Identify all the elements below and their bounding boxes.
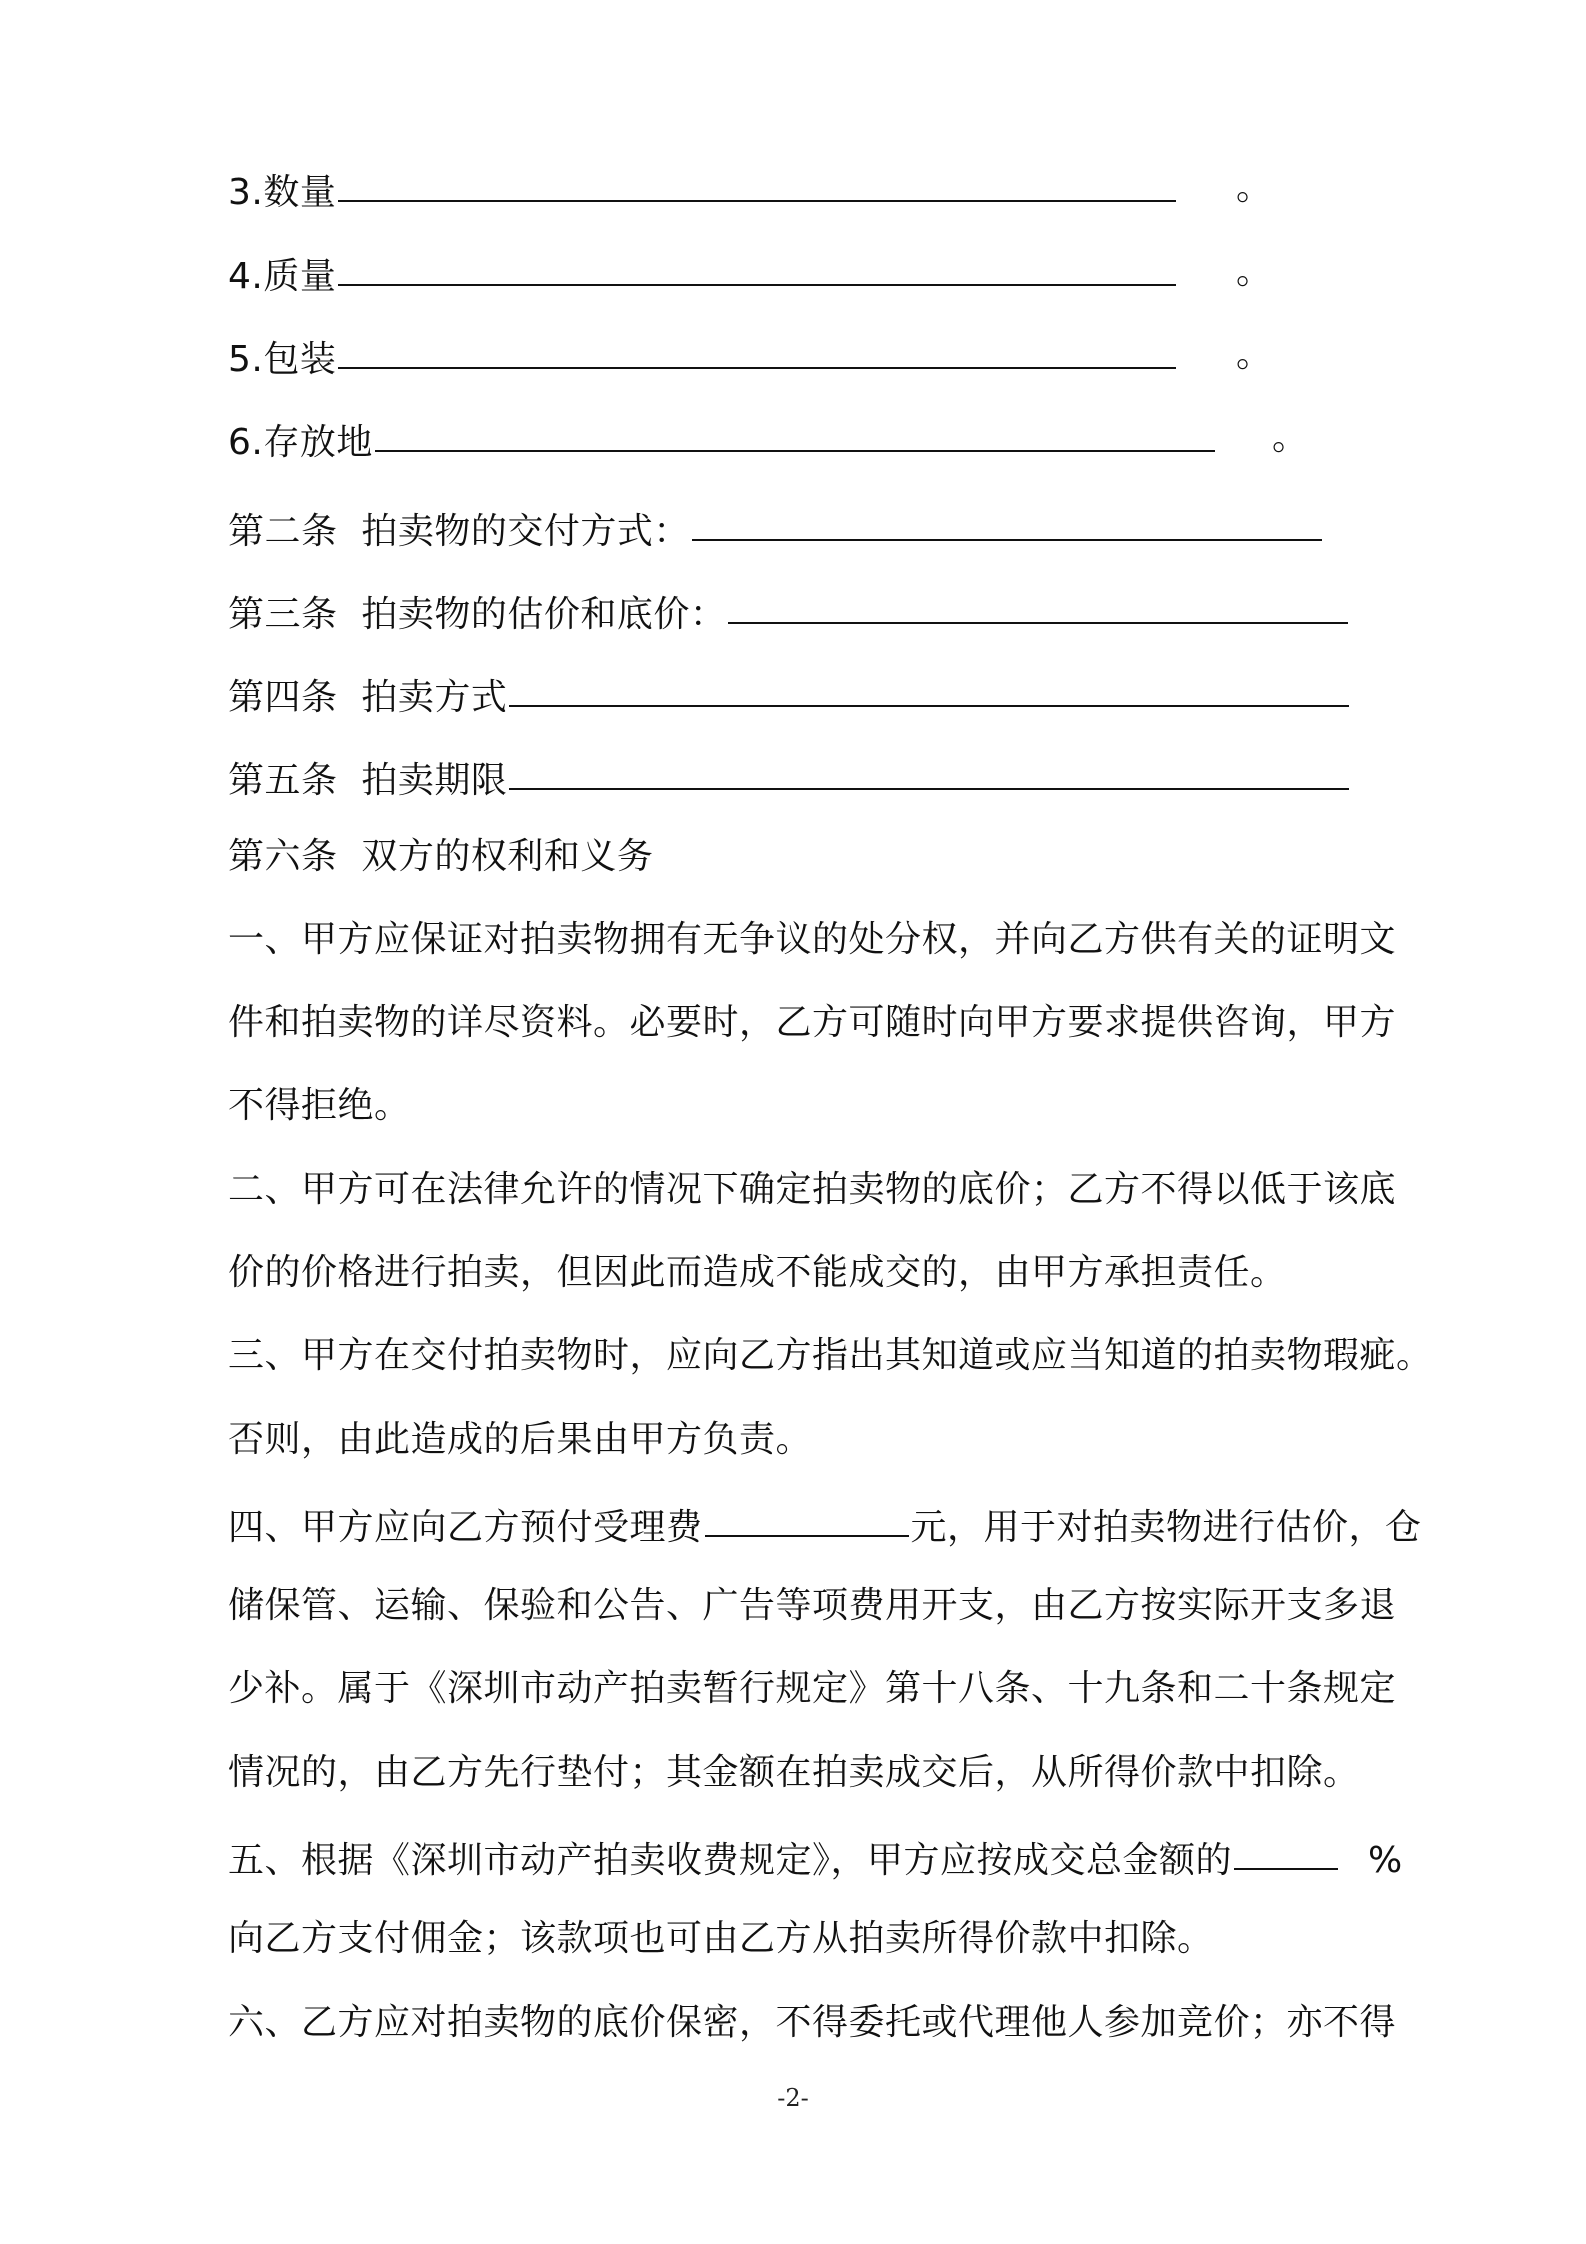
item-quantity [228,166,1178,215]
item-end: 。 [1236,251,1273,292]
blank-line[interactable] [692,503,1322,541]
article-4 [228,671,1351,720]
para5-pre: 五、根据《深圳市动产拍卖收费规定》，甲方应按成交总金额的 [228,1840,1233,1881]
text-line: 少补。属于《深圳市动产拍卖暂行规定》第十八条、十九条和二十条规定 [228,1668,1397,1709]
article-num: 第四条 [228,677,338,718]
text-line: 三、甲方在交付拍卖物时，应向乙方指出其知道或应当知道的拍卖物瑕疵。 [228,1335,1433,1376]
text-line: 情况的，由乙方先行垫付；其金额在拍卖成交后，从所得价款中扣除。 [228,1752,1360,1793]
item-quality [228,250,1178,299]
text-line: 否则，由此造成的后果由甲方负责。 [228,1419,813,1460]
item-packaging [228,333,1178,382]
article-5 [228,754,1351,803]
article-2 [228,505,1324,554]
item-storage [228,416,1217,465]
para4-first-line [228,1501,1422,1550]
article-title: 拍卖期限 [361,760,508,801]
text-line: 件和拍卖物的详尽资料。必要时，乙方可随时向甲方要求提供咨询，甲方 [228,1002,1397,1043]
fee-blank[interactable] [705,1499,909,1537]
page-number: -2- [777,2084,809,2112]
text-line: 储保管、运输、保验和公告、广告等项费用开支，由乙方按实际开支多退 [228,1585,1397,1626]
para5-first-line [228,1834,1403,1883]
para4-post: 元，用于对拍卖物进行估价，仓 [910,1507,1422,1548]
item-label: 6.存放地 [228,422,373,463]
item-label: 4.质量 [228,256,337,297]
article-num: 第三条 [228,594,338,635]
blank-line[interactable] [338,164,1176,202]
text-line: 向乙方支付佣金；该款项也可由乙方从拍卖所得价款中扣除。 [228,1918,1214,1959]
item-end: 。 [1272,417,1309,458]
article-title: 拍卖物的交付方式： [361,511,690,552]
item-end: 。 [1236,167,1273,208]
text-line: 六、乙方应对拍卖物的底价保密，不得委托或代理他人参加竞价；亦不得 [228,2002,1397,2043]
article-3 [228,588,1350,637]
para4-pre: 四、甲方应向乙方预付受理费 [228,1507,703,1548]
item-end: 。 [1236,334,1273,375]
text-line: 一、甲方应保证对拍卖物拥有无争议的处分权，并向乙方供有关的证明文 [228,919,1397,960]
item-label: 5.包装 [228,339,337,380]
text-line: 价的价格进行拍卖，但因此而造成不能成交的，由甲方承担责任。 [228,1252,1287,1293]
article-num: 第五条 [228,760,338,801]
article-6-heading: 第六条 双方的权利和义务 [228,836,654,877]
article-num: 第二条 [228,511,338,552]
article-title: 拍卖物的估价和底价： [361,594,727,635]
percent-blank[interactable] [1234,1832,1338,1870]
blank-line[interactable] [338,248,1176,286]
blank-line[interactable] [509,752,1349,790]
blank-line[interactable] [509,669,1349,707]
article-title: 拍卖方式 [361,677,508,718]
blank-line[interactable] [728,586,1348,624]
item-label: 3.数量 [228,172,337,213]
blank-line[interactable] [375,414,1215,452]
text-line: 不得拒绝。 [228,1085,411,1126]
blank-line[interactable] [338,331,1176,369]
para5-post: % [1368,1840,1403,1881]
text-line: 二、甲方可在法律允许的情况下确定拍卖物的底价；乙方不得以低于该底 [228,1169,1397,1210]
